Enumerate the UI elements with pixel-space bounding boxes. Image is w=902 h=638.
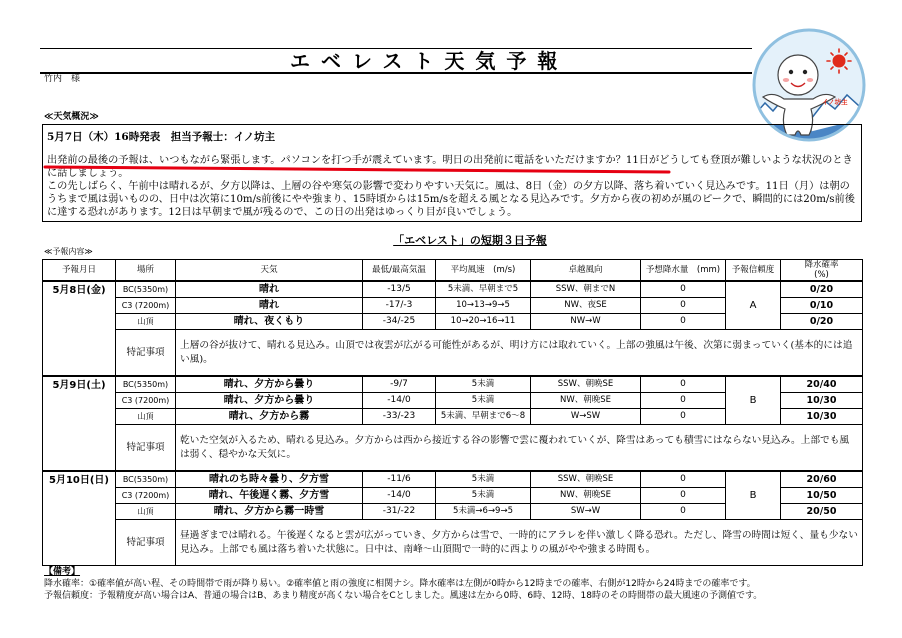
temperature-cell: -14/0 [363, 488, 436, 504]
precipitation-cell: 0 [641, 376, 726, 393]
precipitation-cell: 0 [641, 298, 726, 314]
precip-probability-cell: 10/30 [781, 409, 863, 425]
header-precip-probability [781, 260, 863, 282]
temperature-cell: -34/-25 [363, 314, 436, 330]
sun-icon [827, 49, 851, 73]
weather-cell: 晴れのち時々曇り、夕方雪 [176, 471, 363, 488]
issued-line: 5月7日（木）16時発表 担当予報士：イノ坊主 [47, 131, 276, 143]
precipitation-cell: 0 [641, 314, 726, 330]
header-precipitation: 予想降水量 (mm) [641, 260, 726, 282]
forecast-date-cell: 5月9日(土) [43, 376, 116, 471]
precipitation-cell: 0 [641, 393, 726, 409]
location-cell: C3 (7200m) [116, 298, 176, 314]
wind-direction-cell: NW→W [531, 314, 641, 330]
precipitation-cell: 0 [641, 504, 726, 520]
precip-probability-cell: 20/60 [781, 471, 863, 488]
location-cell: C3 (7200m) [116, 488, 176, 504]
weather-cell: 晴れ、夕方から霧 [176, 409, 363, 425]
header-precip-probability-label: 降水確率 [804, 260, 839, 270]
header-wind-speed: 平均風速 (m/s) [436, 260, 531, 282]
table-row [43, 376, 863, 393]
forecast-table-body [43, 281, 863, 566]
precipitation-cell: 0 [641, 281, 726, 298]
header-temperature: 最低/最高気温 [363, 260, 436, 282]
precip-probability-cell: 0/10 [781, 298, 863, 314]
temperature-cell: -9/7 [363, 376, 436, 393]
location-cell: 山頂 [116, 314, 176, 330]
wind-direction-cell: SSW、朝晩SE [531, 376, 641, 393]
wind-speed-cell: 10→20→16→11 [436, 314, 531, 330]
location-cell: C3 (7200m) [116, 393, 176, 409]
wind-direction-cell: W→SW [531, 409, 641, 425]
temperature-cell: -11/6 [363, 471, 436, 488]
wind-speed-cell: 10→13→9→5 [436, 298, 531, 314]
wind-speed-cell: 5未満、早朝まで5 [436, 281, 531, 298]
remarks-label: 【備考】 [44, 567, 81, 577]
wind-direction-cell: NW、夜SE [531, 298, 641, 314]
overview-paragraph: この先しばらく、午前中は晴れるが、夕方以降は、上層の谷や寒気の影響で変わりやすい天気に。風は、8日（金）の夕方以降、落ち着いていく見込みです。11日（月）は朝のうちまで風は弱いものの、日中は次第に10m/s前後にやや強まり、15時頃からは15m/sを超える風となる見込みです。夕方から夜の初めが風のピークで、瞬間的には20m/s前後に達する恐れがあります。12日は早朝まで風が残るので、この日の出発はゆっくり目が良いでしょう。 [47, 181, 855, 218]
temperature-cell: -33/-23 [363, 409, 436, 425]
overview-section-label: ≪天気概況≫ [44, 112, 99, 122]
temperature-cell: -13/5 [363, 281, 436, 298]
header-reliability: 予報信頼度 [726, 260, 781, 282]
precipitation-cell: 0 [641, 471, 726, 488]
temperature-cell: -14/0 [363, 393, 436, 409]
precip-probability-cell: 20/40 [781, 376, 863, 393]
wind-direction-cell: NW、朝晩SE [531, 488, 641, 504]
wind-direction-cell: SW→W [531, 504, 641, 520]
location-cell: BC(5350m) [116, 281, 176, 298]
precip-probability-cell: 10/50 [781, 488, 863, 504]
header-precip-probability-unit: (%) [814, 270, 829, 280]
notes-text-cell: 昼過ぎまでは晴れる。午後遅くなると雲が広がっていき、夕方からは雪で、一時的にアラレを伴い激しく降る恐れ。ただし、降雪の時間は短く、量も少ない見込み。上部でも風は落ち着いた状態に。日中は、南峰～山頂間で一時的に西よりの風がやや強まる時間も。 [176, 520, 863, 566]
table-row [43, 471, 863, 488]
notes-row [43, 520, 863, 566]
wind-speed-cell: 5未満 [436, 376, 531, 393]
title-rule-bottom [40, 72, 752, 74]
weather-cell: 晴れ、夜くもり [176, 314, 363, 330]
weather-cell: 晴れ、午後遅く霧、夕方雪 [176, 488, 363, 504]
document-title: エベレスト天気予報 [290, 49, 569, 73]
precip-probability-cell: 20/50 [781, 504, 863, 520]
forecast-section-label: ≪予報内容≫ [44, 247, 93, 256]
remarks-line: 降水確率：①確率値が高い程、その時間帯で雨が降り易い。②確率値と雨の強度に相関ナシ。降水確率は左側が0時から12時までの確率、右側が12時から24時までの確率です。 [44, 579, 756, 589]
forecast-heading: 「エベレスト」の短期３日予報 [393, 234, 547, 247]
wind-speed-cell: 5未満 [436, 488, 531, 504]
wind-direction-cell: NW、朝晩SE [531, 393, 641, 409]
remarks-line: 予報信頼度：予報精度が高い場合はA、普通の場合はB、あまり精度が高くない場合をCとしました。風速は左から0時、6時、12時、18時のその時間帯の最大風速の予測値です。 [44, 591, 763, 601]
location-cell: 山頂 [116, 409, 176, 425]
logo-lettering: イノ坊主 [822, 98, 848, 106]
notes-row [43, 425, 863, 472]
reliability-cell: B [726, 471, 781, 520]
weather-cell: 晴れ、夕方から曇り [176, 376, 363, 393]
reliability-cell: A [726, 281, 781, 330]
weather-cell: 晴れ、夕方から霧一時雪 [176, 504, 363, 520]
wind-speed-cell: 5未満 [436, 471, 531, 488]
wind-speed-cell: 5未満、早朝まで6～8 [436, 409, 531, 425]
location-cell: BC(5350m) [116, 471, 176, 488]
reliability-cell: B [726, 376, 781, 425]
header-wind-direction: 卓越風向 [531, 260, 641, 282]
temperature-cell: -17/-3 [363, 298, 436, 314]
notes-label-cell: 特記事項 [116, 425, 176, 472]
location-cell: BC(5350m) [116, 376, 176, 393]
header-place: 場所 [116, 260, 176, 282]
precip-probability-cell: 0/20 [781, 281, 863, 298]
notes-row [43, 330, 863, 377]
header-date: 予報月日 [43, 260, 116, 282]
notes-text-cell: 上層の谷が抜けて、晴れる見込み。山頂では夜雲が広がる可能性があるが、明け方には取れていく。上部の強風は午後、次第に弱まっていく(基本的には追い風)。 [176, 330, 863, 377]
header-weather: 天気 [176, 260, 363, 282]
overview-paragraph: 出発前の最後の予報は、いつもながら緊張します。パソコンを打つ手が震えています。明日の出発前に電話をいただけますか？11日がどうしても登頂が難しいような状況のときに話しましょう。 [47, 155, 853, 179]
forecast-date-cell: 5月8日(金) [43, 281, 116, 376]
forecast-table [42, 259, 863, 566]
red-underline-annotation [43, 163, 673, 177]
wind-speed-cell: 5未満→6→9→5 [436, 504, 531, 520]
notes-label-cell: 特記事項 [116, 520, 176, 566]
wind-speed-cell: 5未満 [436, 393, 531, 409]
weather-cell: 晴れ [176, 281, 363, 298]
notes-text-cell: 乾いた空気が入るため、晴れる見込み。夕方からは西から接近する谷の影響で雲に覆われていくが、降雪はあっても積雪にはならない見込み。上部でも風は弱く、穏やかな天気に。 [176, 425, 863, 472]
wind-direction-cell: SSW、朝晩SE [531, 471, 641, 488]
wind-direction-cell: SSW、朝までN [531, 281, 641, 298]
precip-probability-cell: 10/30 [781, 393, 863, 409]
recipient-name: 竹内 様 [44, 74, 81, 84]
table-header-row [43, 260, 863, 282]
weather-cell: 晴れ [176, 298, 363, 314]
notes-label-cell: 特記事項 [116, 330, 176, 377]
weather-cell: 晴れ、夕方から曇り [176, 393, 363, 409]
location-cell: 山頂 [116, 504, 176, 520]
precip-probability-cell: 0/20 [781, 314, 863, 330]
table-row [43, 281, 863, 298]
temperature-cell: -31/-22 [363, 504, 436, 520]
precipitation-cell: 0 [641, 409, 726, 425]
remarks-section [44, 567, 864, 602]
precipitation-cell: 0 [641, 488, 726, 504]
forecast-date-cell: 5月10日(日) [43, 471, 116, 566]
